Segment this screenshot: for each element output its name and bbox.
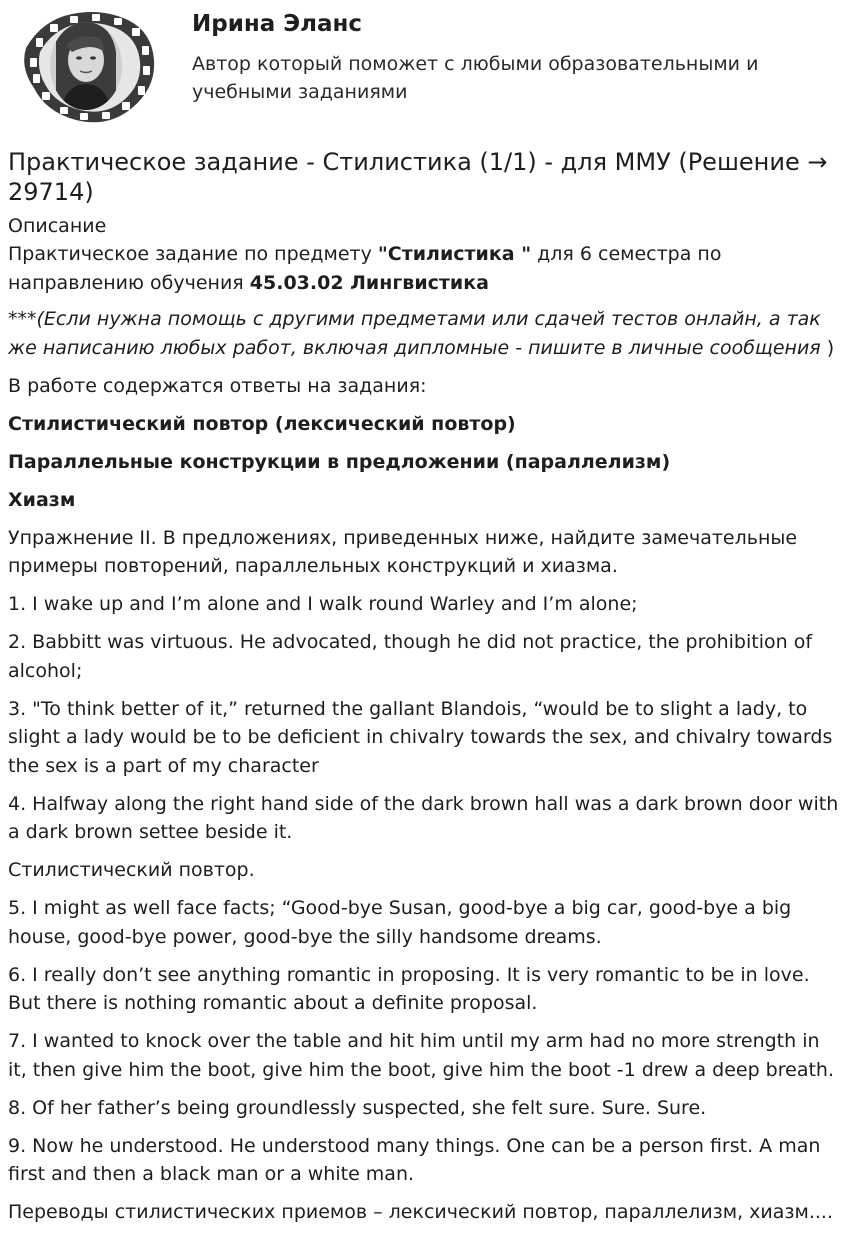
exercise-item: 8. Of her father’s being groundlessly suspected, she felt sure. Sure. Sure. <box>8 1096 707 1119</box>
page-title: Практическое задание - Стилистика (1/1) - для ММУ (Решение → 29714) <box>8 148 828 206</box>
intro-middle: для 6 семестра по направлению обучения <box>8 243 722 294</box>
author-name[interactable]: Ирина Эланс <box>192 11 363 37</box>
exercise-item: 6. I really don’t see anything romantic in proposing. It is very romantic to be in love. But there is nothing romantic about a definite proposal. <box>8 963 810 1014</box>
description-label: Описание <box>8 215 107 237</box>
author-avatar[interactable] <box>16 8 158 126</box>
note-stars: *** <box>8 308 37 330</box>
contains-text: В работе содержатся ответы на задания: <box>8 374 427 397</box>
intro-subject: "Стилистика " <box>377 243 532 265</box>
note-text: (Если нужна помощь с другими предметами или сдачей тестов онлайн, а так же написанию любых работ, включая дипломные - пишите в личные сообщения <box>8 308 827 359</box>
exercise-intro: Упражнение II. В предложениях, приведенных ниже, найдите замечательные примеры повторений, параллельных конструкций и хиазма. <box>8 526 798 577</box>
exercise-item: 4. Halfway along the right hand side of the dark brown hall was a dark brown door with a dark brown settee beside it. <box>8 792 839 843</box>
intro-prefix: Практическое задание по предмету <box>8 243 378 265</box>
intro-program: 45.03.02 Лингвистика <box>249 271 489 294</box>
topic-label: Параллельные конструкции в предложении (параллелизм) <box>8 450 671 473</box>
exercise-item: 9. Now he understood. He understood many things. One can be a person first. A man first and then a black man or a white man. <box>8 1134 821 1185</box>
topic-item <box>8 410 840 439</box>
exercise-item: 3. "To think better of it,” returned the gallant Blandois, “would be to slight a lady, to slight a lady would be to be deficient in chivalry towards the sex, and chivalry towards the sex is a part of my character <box>8 697 833 777</box>
exercise-item: 5. I might as well face facts; “Good-bye Susan, good-bye a big car, good-bye a big house, good-bye power, good-bye the silly handsome dreams. <box>8 897 792 948</box>
exercise-item: 2. Babbitt was virtuous. He advocated, though he did not practice, the prohibition of alcohol; <box>8 631 813 682</box>
author-block <box>8 0 839 132</box>
exercise-item: 1. I wake up and I’m alone and I walk round Warley and I’m alone; <box>8 593 638 615</box>
intro-paragraph <box>8 240 840 297</box>
note-close: ) <box>826 336 835 359</box>
topic-item <box>8 486 840 515</box>
topic-label: Хиазм <box>8 488 76 511</box>
topic-item <box>8 448 840 477</box>
exercise-item: 7. I wanted to knock over the table and hit him until my arm had no more strength in it, then give him the boot, give him the boot, give him the boot -1 drew a deep breath. <box>8 1030 834 1081</box>
exercise-heading: Стилистический повтор. <box>8 859 255 881</box>
footer-text: Переводы стилистических приемов – лексический повтор, параллелизм, хиазм.... <box>8 1201 834 1223</box>
note-paragraph <box>8 305 840 362</box>
author-description: Автор который поможет с любыми образовательными и учебными заданиями <box>192 53 759 103</box>
topic-label: Стилистический повтор (лексический повтор) <box>8 412 516 435</box>
